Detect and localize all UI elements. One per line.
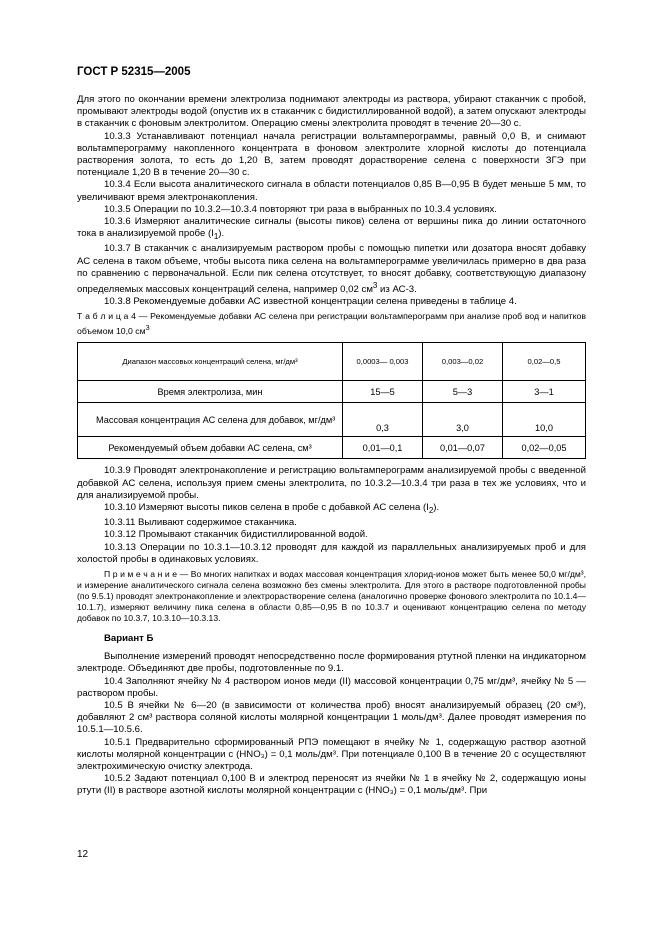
table-header-cell: 0,02—0,5	[503, 343, 586, 381]
page-body	[77, 94, 586, 798]
text: 10.3.7 В стаканчик с анализируемым раствором пробы с помощью пипетки или дозатора вносят добавку АС селена в таком объеме, чтобы высота пика селена на вольтамперограмме увеличилась примерно в два раза по сравнению с первоначальной. Если пик селена отсутствует, то вносят добавку, соответствующую диапазону определяемых массовых концентраций селена, например 0,02 см	[77, 243, 586, 296]
table-row	[78, 403, 586, 437]
table-cell: Массовая концентрация АС селена для добавок, мг/дм³	[78, 403, 343, 437]
page-header: ГОСТ Р 52315—2005	[77, 66, 191, 78]
text: из АС-3.	[377, 284, 417, 296]
table-cell: 0,02—0,05	[503, 437, 586, 459]
page-number: 12	[77, 849, 89, 860]
paragraph-10-3-8: 10.3.8 Рекомендуемые добавки АС известной концентрации селена приведены в таблице 4.	[104, 296, 517, 308]
table-caption	[77, 311, 586, 337]
table-cell: 0,01—0,07	[423, 437, 503, 459]
paragraph-10-3-5: 10.3.5 Операции по 10.3.2—10.3.4 повторяют три раза в выбранных по 10.3.4 условиях.	[104, 203, 497, 215]
text: ).	[218, 228, 225, 240]
paragraph-10-3-9: 10.3.9 Проводят электронакопление и регистрацию вольтамперограмм анализируемой пробы с введенной добавкой АС селена, используя прием смены электролита, по 10.3.2—10.3.4 три раза в тех же условиях, что и для анализируемой пробы.	[77, 465, 586, 501]
paragraph-10-3-12: 10.3.12 Промывают стаканчик бидистиллированной водой.	[104, 529, 368, 541]
table-cell: 0,01—0,1	[343, 437, 423, 459]
table-cell: 0,3	[343, 403, 423, 437]
paragraph: Выполнение измерений проводят непосредственно после формирования ртутной пленки на индикаторном электроде. Объединяют две пробы, подготовленные по 9.1.	[77, 651, 586, 675]
note	[77, 569, 586, 624]
paragraph-10-3-3: 10.3.3 Устанавливают потенциал начала регистрации вольтамперограммы, равный 0,0 В, и снимают вольтамперограмму накопленного концентрата в фоновом электролите хлорной кислоты до потенциала растворения золота, то есть до 1,20 В, затем проводят дорастворение селена с поверхности ЗГЭ при потенциале 1,20 В в течение 20—30 с.	[77, 130, 586, 179]
superscript: 3	[145, 322, 150, 332]
paragraph-10-3-6	[77, 216, 586, 243]
paragraph-10-3-10	[77, 502, 586, 517]
paragraph-10-5: 10.5 В ячейки № 6—20 (в зависимости от количества проб) вносят анализируемый образец (20 см³), добавляют 2 см³ раствора соляной кислоты молярной концентрации 1 моль/дм³. Далее проводят измерения по 10.5.1—10.5.6.	[77, 699, 586, 736]
table-header-row	[78, 343, 586, 381]
table-cell: Время электролиза, мин	[78, 381, 343, 403]
subscript: 1	[213, 232, 219, 242]
paragraph: Для этого по окончании времени электролиза поднимают электроды из раствора, убирают стаканчик с пробой, промывают электроды водой (опустив их в стаканчик с бидистиллированной водой), а затем опускают электроды в стаканчик с фоновым электролитом. Операцию смены электролита проводят в течение 20—30 с.	[77, 94, 586, 130]
caption-label: Т а б л и ц а 4	[77, 310, 136, 321]
paragraph-10-3-7	[77, 243, 586, 296]
text: 10.3.6 Измеряют аналитические сигналы (высоты пиков) селена от вершины пика до линии остаточного тока в анализируемой пробе (I	[77, 216, 586, 240]
table-cell: 3,0	[423, 403, 503, 437]
paragraph-10-4: 10.4 Заполняют ячейку № 4 раствором ионов меди (II) массовой концентрации 0,75 мг/дм³, ячейку № 5 — раствором пробы.	[77, 675, 586, 699]
table-row	[78, 437, 586, 459]
table-header-cell: 0,0003— 0,003	[343, 343, 423, 381]
table-header-cell: 0,003—0,02	[423, 343, 503, 381]
table-cell: 10,0	[503, 403, 586, 437]
table-header-cell: Диапазон массовых концентраций селена, мг/дм³	[78, 343, 343, 381]
note-label: П р и м е ч а н и е	[104, 568, 178, 579]
paragraph-10-3-11: 10.3.11 Выливают содержимое стаканчика.	[104, 517, 297, 529]
table-row	[78, 381, 586, 403]
text: ).	[433, 502, 440, 514]
paragraph-10-3-13: 10.3.13 Операции по 10.3.1—10.3.12 проводят для каждой из параллельных анализируемых проб и для холостой пробы в одинаковых условиях.	[77, 541, 586, 565]
paragraph-10-5-2: 10.5.2 Задают потенциал 0,100 В и электрод переносят из ячейки № 1 в ячейку № 2, содержащую ионы ртути (II) в растворе азотной кислоты молярной концентрации c (HNO₃) = 0,1 моль/дм³. При	[77, 773, 586, 797]
text: 10.3.10 Измеряют высоты пиков селена в пробе с добавкой АС селена (I	[104, 502, 429, 514]
table-4	[77, 342, 586, 459]
table-cell: 5—3	[423, 381, 503, 403]
paragraph-10-3-4: 10.3.4 Если высота аналитического сигнала в области потенциалов 0,85 В—0,95 В будет меньше 5 мм, то увеличивают время электронакопления.	[77, 179, 586, 203]
table-cell: 15—5	[343, 381, 423, 403]
table-cell: Рекомендуемый объем добавки АС селена, см³	[78, 437, 343, 459]
note-text: — Во многих напитках и водах массовая концентрация хлорид-ионов может быть менее 50,0 мг/дм³, и измерение аналитического сигнала селена возможно без смены электролита. Для этого в растворе подготовленной пробы (по 9.5.1) проводят электронакопление и электрорастворение селена (аналогично проверке фонового электролита по 10.1.4—10.1.7), измеряют величину пика селена в области 0,85—0,95 В по 10.3.7 и оценивают концентрацию селена по методу добавок по 10.3.7, 10.3.10—10.3.13.	[77, 568, 587, 623]
subscript: 2	[428, 505, 434, 515]
paragraph-10-5-1: 10.5.1 Предварительно сформированный РПЭ помещают в ячейку № 1, содержащую раствор азотной кислоты молярной концентрации c (HNO₃) = 0,1 моль/дм³. При потенциале 0,100 В в течение 20 с осуществляют электрохимическую очистку электрода.	[77, 736, 586, 772]
table-cell: 3—1	[503, 381, 586, 403]
section-title: Вариант Б	[104, 632, 154, 644]
caption-text: — Рекомендуемые добавки АС селена при регистрации вольтамперограмм при анализе проб вод и напитков объемом 10,0 см	[77, 310, 587, 336]
superscript: 3	[372, 280, 378, 290]
